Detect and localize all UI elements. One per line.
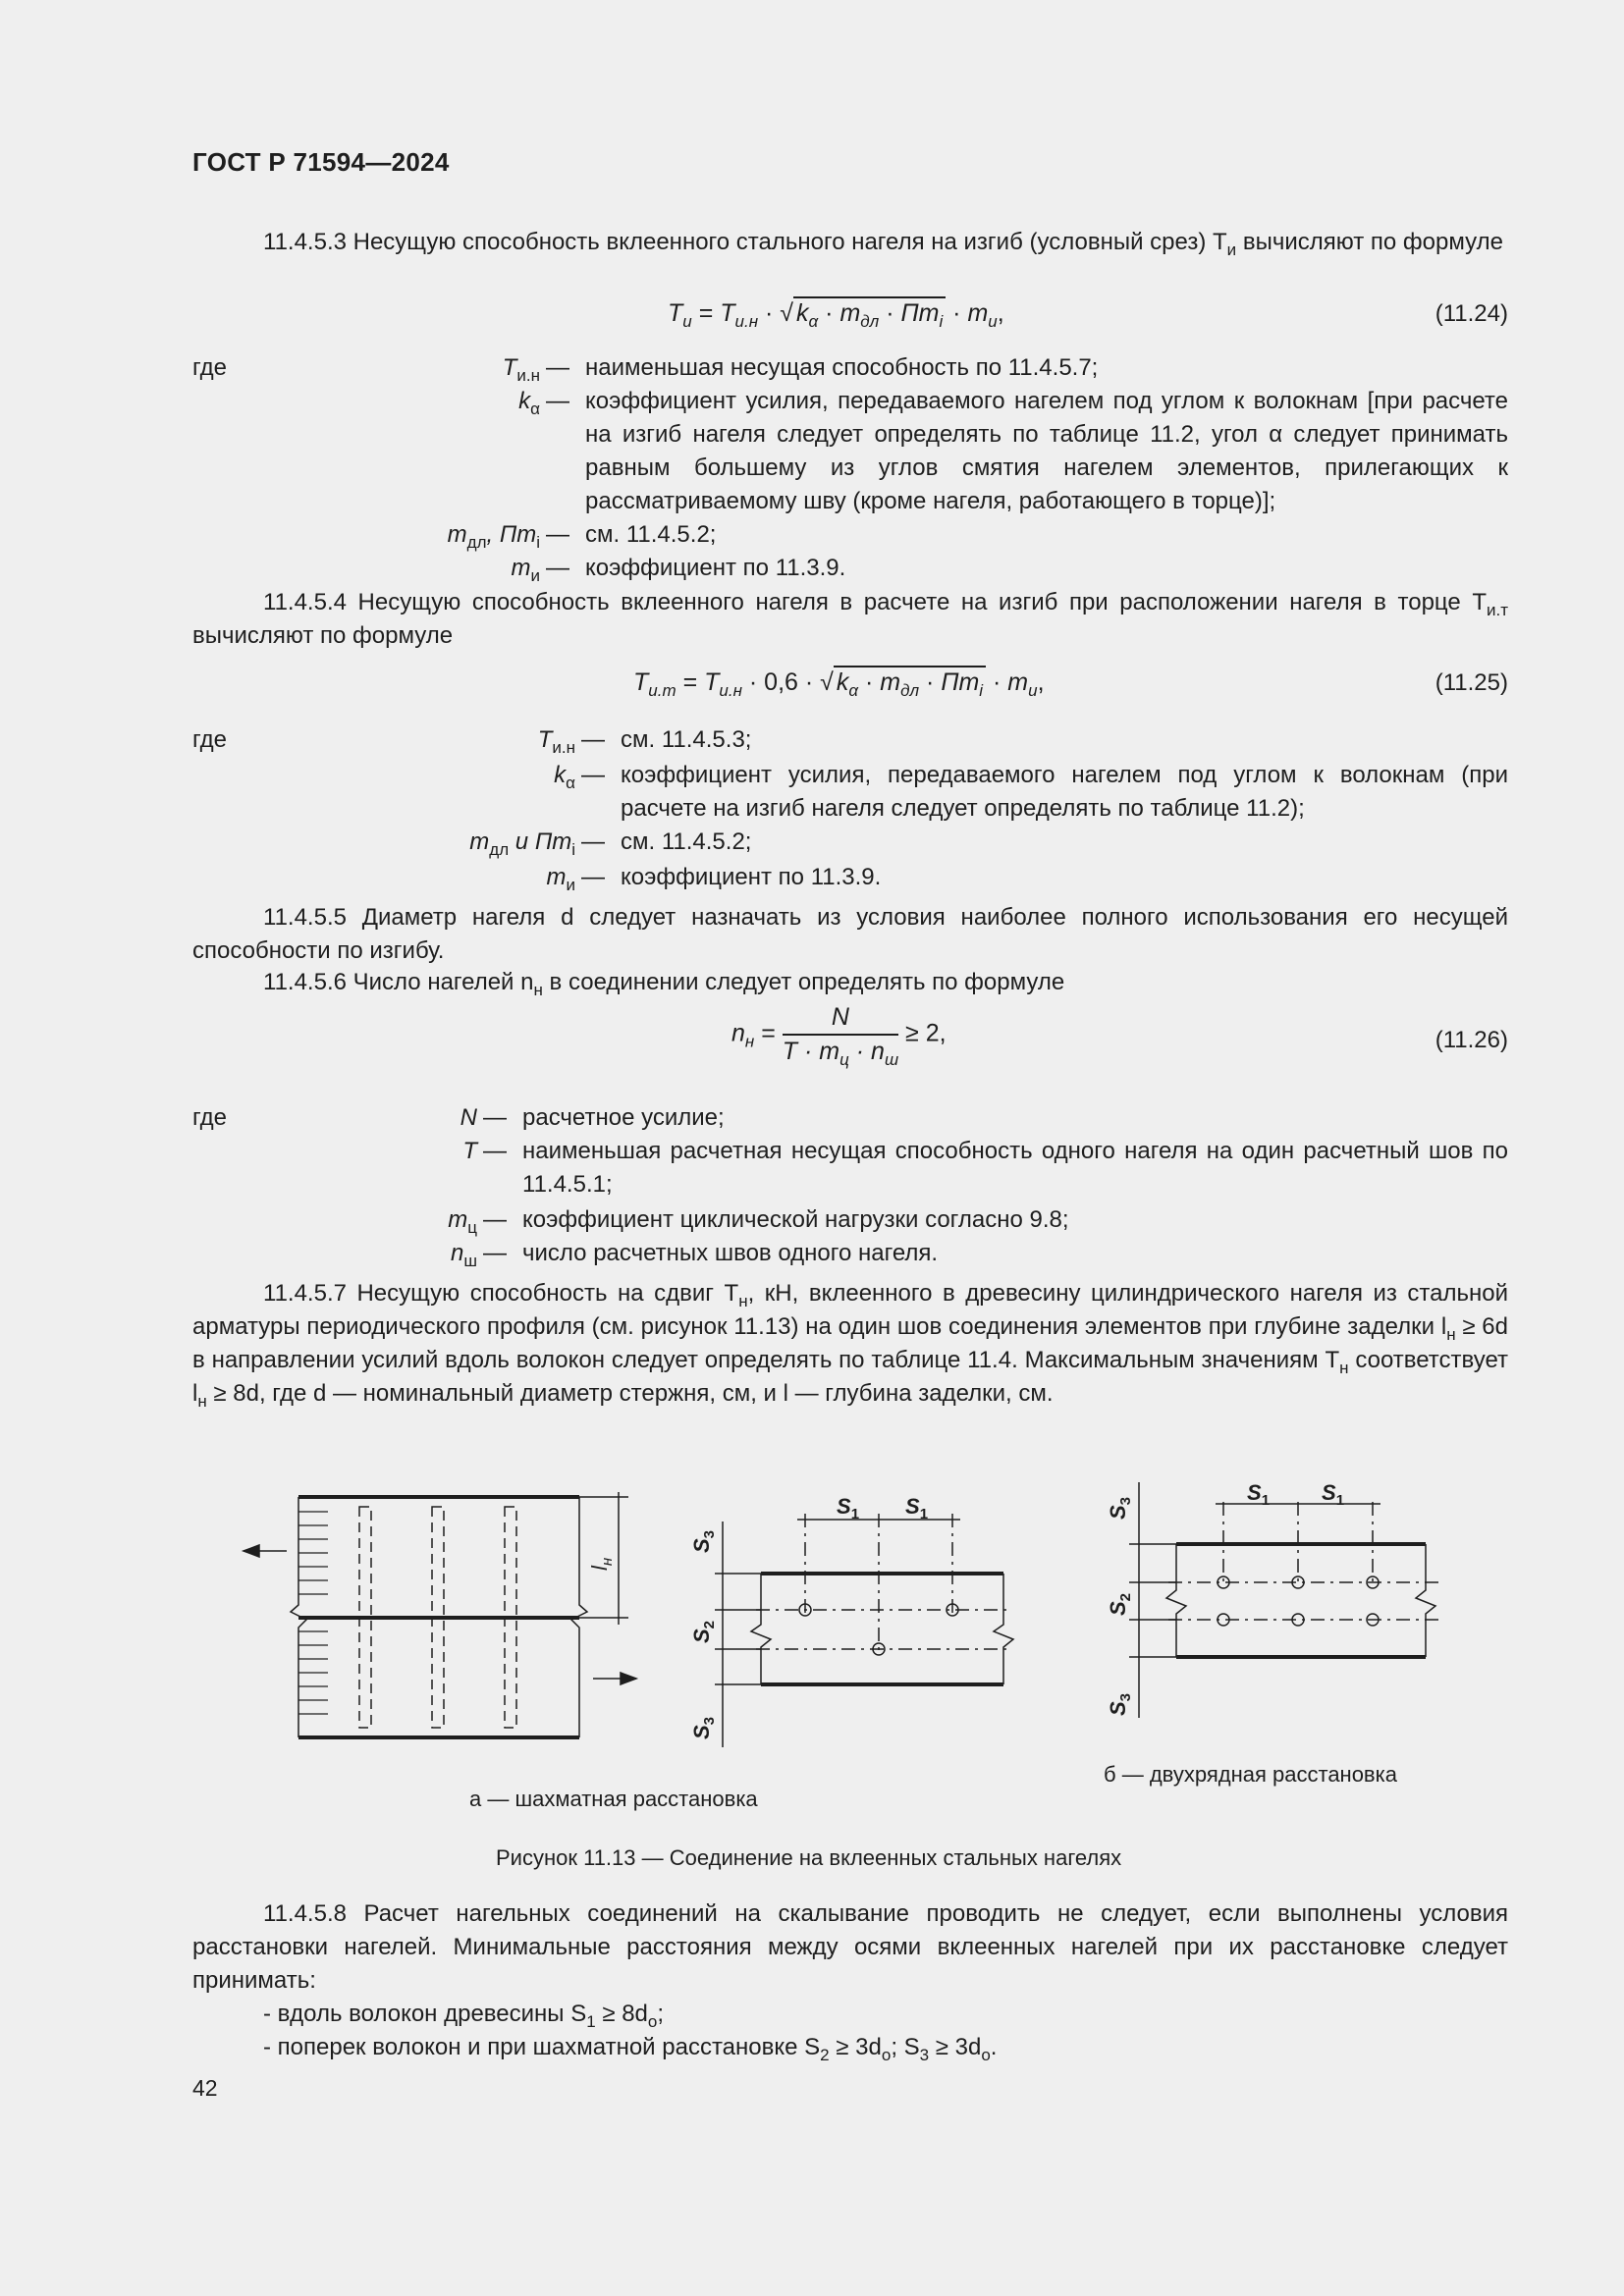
- equation-number: (11.25): [1435, 669, 1508, 696]
- def-text: см. 11.4.5.2;: [585, 521, 717, 548]
- def-term: $T_{и.н}$: [502, 354, 540, 385]
- where-label: где: [192, 726, 228, 753]
- def-term: $m_и$: [511, 555, 540, 585]
- def-text: наименьшая расчетная несущая способность одного нагеля на один расчетный шов по 11.4.5.1;: [522, 1138, 1508, 1198]
- where-label: где: [192, 354, 228, 381]
- paragraph-11-4-5-5: 11.4.5.5 Диаметр нагеля d следует назначать из условия наиболее полного использования его несущей способности по изгибу.: [192, 904, 1508, 964]
- label-s1: $S_1$: [1247, 1480, 1271, 1509]
- label-s1: $S_1$: [905, 1494, 929, 1522]
- formula-11-24: $T_и = T_{и.н}$ · √ $k_\alpha \cdot m_{дл} \cdot Пm_i \cdot m_и$,: [668, 296, 1004, 328]
- figure-11-13: [226, 1463, 1473, 1767]
- paragraph-11-4-5-6: 11.4.5.6 Число нагелей $n_н$ в соединении следует определять по формуле: [263, 969, 1065, 999]
- paragraph-11-4-5-4: 11.4.5.4 Несущую способность вклеенного нагеля в расчете на изгиб при расположении нагеля в торце $T_{и.т}$ вычисляют по формуле: [192, 589, 1508, 649]
- def-term: $n_ш$: [451, 1240, 477, 1270]
- def-text: расчетное усилие;: [522, 1104, 725, 1131]
- label-s3: $S_3$: [1106, 1496, 1134, 1520]
- paragraph-11-4-5-7: 11.4.5.7 Несущую способность на сдвиг $T_н$, кН, вклеенного в древесину цилиндрического нагеля из стальной арматуры периодического профиля (см. рисунок 11.13) на один шов соединения элементов при глубине заделки $l_н \ge 6d$ в направлении усилий вдоль волокон следует определять по таблице 11.4. Максимальным значениям $T_н$ соответствует $l_н \ge 8d$, где d — номинальный диаметр стержня, см, и l — глубина заделки, см.: [192, 1280, 1509, 1411]
- def-text: число расчетных швов одного нагеля.: [522, 1240, 939, 1266]
- figure-caption-a: а — шахматная расстановка: [469, 1787, 758, 1811]
- figure-caption-b: б — двухрядная расстановка: [1104, 1762, 1397, 1787]
- figure-a-side-view: [244, 1492, 636, 1737]
- def-text: см. 11.4.5.2;: [621, 828, 752, 855]
- label-s3: $S_3$: [689, 1716, 718, 1739]
- label-s3: $S_3$: [1106, 1692, 1134, 1716]
- def-term: $m_ц$: [448, 1206, 477, 1237]
- document-header: ГОСТ Р 71594—2024: [192, 147, 450, 177]
- where-label: где: [192, 1104, 228, 1131]
- page-number: 42: [192, 2075, 218, 2101]
- def-text: коэффициент по 11.3.9.: [585, 555, 846, 581]
- label-ln: $l_н$: [587, 1557, 616, 1571]
- def-term: $T_{и.н}$: [537, 726, 575, 757]
- paragraph-11-4-5-3: 11.4.5.3 Несущую способность вклеенного стального нагеля на изгиб (условный срез) $T_и$ вычисляют по формуле: [263, 229, 1503, 259]
- label-s2: $S_2$: [1106, 1592, 1134, 1616]
- def-text: коэффициент по 11.3.9.: [621, 864, 882, 890]
- figure-title: Рисунок 11.13 — Соединение на вклеенных стальных нагелях: [496, 1845, 1122, 1870]
- equation-number: (11.24): [1435, 300, 1508, 327]
- label-s2: $S_2$: [689, 1620, 718, 1643]
- paragraph-11-4-5-8: 11.4.5.8 Расчет нагельных соединений на скалывание проводить не следует, если выполнены условия расстановки нагелей. Минимальные расстояния между осями вклеенных нагелей при их расстановке следует принимать:: [192, 1900, 1508, 1994]
- figure-b-plan-view: [1129, 1482, 1443, 1718]
- def-term: $m_{дл}$, $Пm_i$: [447, 521, 540, 552]
- def-text: коэффициент усилия, передаваемого нагелем под углом к волокнам (при расчете на изгиб нагеля следует определять по таблице 11.2);: [621, 762, 1508, 822]
- def-term: $k_\alpha$: [554, 762, 575, 792]
- formula-11-25: $T_{и.т} = T_{и.н} \cdot 0,6$ · √ $k_\alpha \cdot m_{дл} \cdot Пm_i \cdot m_и$,: [633, 666, 1045, 697]
- label-s3: $S_3$: [689, 1529, 718, 1553]
- def-text: наименьшая несущая способность по 11.4.5.7;: [585, 354, 1099, 381]
- definitions-11-25: где $T_{и.н}$ — см. 11.4.5.3; $k_\alpha$ — коэффициент усилия, передаваемого нагелем под углом к волокнам (при расчете на изгиб нагеля следует определять по таблице 11.2); $m_{дл}$ и $Пm_i$ — см. 11.4.5.2; $m_и$ — коэффициент по 11.3.9.: [192, 723, 1508, 900]
- formula-11-26: $n_н$ = $\frac{N}{T \cdot m_ц \cdot n_ш}$ ≥ 2,: [731, 1003, 947, 1069]
- label-s1: $S_1$: [1322, 1480, 1345, 1509]
- def-text: коэффициент усилия, передаваемого нагелем под углом к волокнам [при расчете на изгиб нагеля следует определять по таблице 11.2, угол α следует принимать равным большему из углов смятия нагелем элементов, прилегающих к рассматриваемому шву (кроме нагеля, работающего в торце)];: [585, 388, 1508, 514]
- list-item: - вдоль волокон древесины $S_1 \ge 8d_о$;: [263, 2001, 665, 2031]
- def-term: T: [462, 1138, 477, 1164]
- def-text: коэффициент циклической нагрузки согласно 9.8;: [522, 1206, 1069, 1233]
- def-term: N: [460, 1104, 477, 1131]
- def-text: см. 11.4.5.3;: [621, 726, 752, 753]
- figure-a-plan-view: [715, 1514, 1013, 1747]
- definitions-11-24: где $T_{и.н}$ — наименьшая несущая способность по 11.4.5.7; $k_\alpha$ — коэффициент усилия, передаваемого нагелем под углом к волокнам [при расчете на изгиб нагеля следует определять по таблице 11.2, угол α следует принимать равным большему из углов смятия нагелем элементов, прилегающих к рассматриваемому шву (кроме нагеля, работающего в торце)]; $m_{дл}$, $Пm_i$ — см. 11.4.5.2; $m_и$ — коэффициент по 11.3.9.: [192, 351, 1508, 587]
- list-item: - поперек волокон и при шахматной расстановке $S_2 \ge 3d_о$; $S_3 \ge 3d_о$.: [263, 2034, 998, 2064]
- label-s1: $S_1$: [837, 1494, 860, 1522]
- definitions-11-26: где N — расчетное усилие; T — наименьшая расчетная несущая способность одного нагеля на один расчетный шов по 11.4.5.1; $m_ц$ — коэффициент циклической нагрузки согласно 9.8; $n_ш$ — число расчетных швов одного нагеля.: [192, 1101, 1508, 1278]
- equation-number: (11.26): [1435, 1027, 1508, 1053]
- def-term: $m_{дл}$ и $Пm_i$: [469, 828, 575, 859]
- def-term: $k_\alpha$: [518, 388, 540, 418]
- def-term: $m_и$: [546, 864, 575, 894]
